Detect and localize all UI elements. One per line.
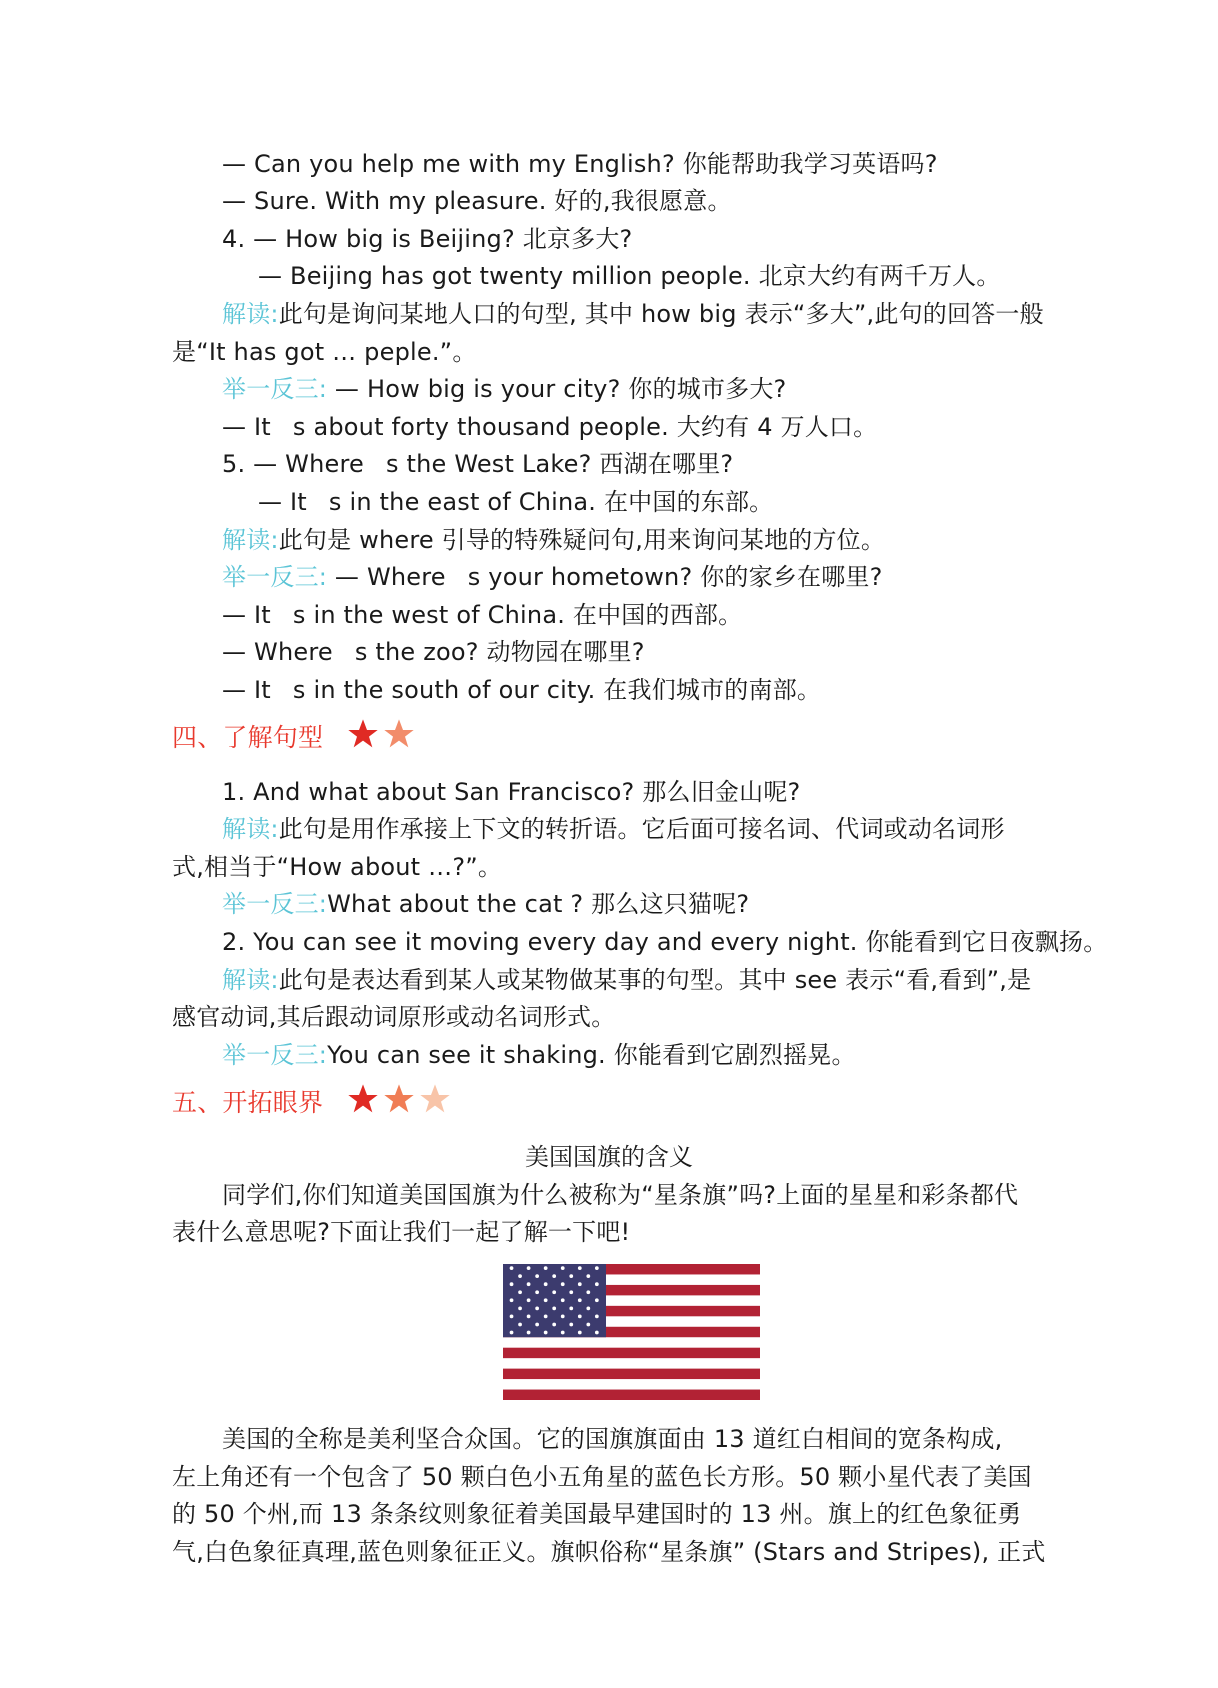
text-line: — Sure. With my pleasure. 好的,我很愿意。 xyxy=(222,187,732,215)
flag-star xyxy=(561,1282,565,1286)
flag-star xyxy=(561,1315,565,1319)
paragraph-line: 的 50 个州,而 13 条条纹则象征着美国最早建国时的 13 州。旗上的红色象征勇 xyxy=(172,1500,1022,1528)
section-heading: 五、开拓眼界 xyxy=(172,1088,324,1117)
flag-star xyxy=(527,1298,531,1302)
text-line: 1. And what about San Francisco? 那么旧金山呢? xyxy=(222,778,801,806)
text-line: — Beijing has got twenty million people. 北京大约有两千万人。 xyxy=(258,262,1001,290)
flag-star xyxy=(595,1331,599,1335)
flag-star xyxy=(544,1282,548,1286)
explanation-label: 解读: xyxy=(222,526,279,554)
article-title: 美国国旗的含义 xyxy=(525,1143,693,1171)
star-icon xyxy=(382,718,416,750)
flag-star xyxy=(510,1282,514,1286)
text-line: 感官动词,其后跟动词原形或动名词形式。 xyxy=(172,1003,616,1031)
flag-star xyxy=(569,1323,573,1327)
flag-star xyxy=(518,1306,522,1310)
flag-star xyxy=(535,1323,539,1327)
star-icon xyxy=(418,1083,452,1115)
example-label: 举一反三: xyxy=(222,563,328,591)
flag-star xyxy=(518,1323,522,1327)
text-line: — It s in the west of China. 在中国的西部。 xyxy=(222,601,743,629)
flag-star xyxy=(527,1315,531,1319)
example-line: 举一反三: — How big is your city? 你的城市多大? xyxy=(222,375,787,403)
flag-star xyxy=(527,1282,531,1286)
flag-star xyxy=(586,1323,590,1327)
flag-star xyxy=(552,1323,556,1327)
flag-stripe xyxy=(503,1348,760,1358)
text-line: — Where s the zoo? 动物园在哪里? xyxy=(222,638,645,666)
paragraph-line: 气,白色象征真理,蓝色则象征正义。旗帜俗称“星条旗” (Stars and Stripes), 正式 xyxy=(172,1538,1046,1566)
flag-star xyxy=(510,1331,514,1335)
flag-star xyxy=(595,1266,599,1270)
flag-star xyxy=(569,1274,573,1278)
flag-stripe xyxy=(503,1369,760,1379)
flag-star xyxy=(552,1290,556,1294)
flag-star xyxy=(552,1274,556,1278)
flag-star xyxy=(578,1315,582,1319)
example-line: 举一反三: — Where s your hometown? 你的家乡在哪里? xyxy=(222,563,883,591)
flag-star xyxy=(535,1290,539,1294)
example-label: 举一反三: xyxy=(222,375,328,403)
flag-star xyxy=(544,1298,548,1302)
text-line: 式,相当于“How about …?”。 xyxy=(172,853,503,881)
flag-star xyxy=(510,1315,514,1319)
flag-star xyxy=(595,1282,599,1286)
text-line: — It s about forty thousand people. 大约有 4 万人口。 xyxy=(222,413,878,441)
explanation-line: 解读:此句是 where 引导的特殊疑问句,用来询问某地的方位。 xyxy=(222,526,886,554)
paragraph-line: 同学们,你们知道美国国旗为什么被称为“星条旗”吗?上面的星星和彩条都代 xyxy=(222,1181,1019,1209)
flag-star xyxy=(586,1290,590,1294)
flag-star xyxy=(535,1306,539,1310)
example-label: 举一反三: xyxy=(222,1041,328,1069)
section-heading: 四、了解句型 xyxy=(172,723,324,752)
text-line: — It s in the south of our city. 在我们城市的南部。 xyxy=(222,676,822,704)
flag-star xyxy=(561,1266,565,1270)
flag-stripe xyxy=(503,1390,760,1400)
text-line: 是“It has got … peple.”。 xyxy=(172,338,477,366)
flag-star xyxy=(578,1331,582,1335)
flag-star xyxy=(561,1331,565,1335)
star-icon xyxy=(346,718,380,750)
explanation-label: 解读: xyxy=(222,815,279,843)
example-line: 举一反三:What about the cat ? 那么这只猫呢? xyxy=(222,890,750,918)
text-line: — Can you help me with my English? 你能帮助我学习英语吗? xyxy=(222,150,938,178)
flag-star xyxy=(561,1298,565,1302)
explanation-line: 解读:此句是表达看到某人或某物做某事的句型。其中 see 表示“看,看到”,是 xyxy=(222,966,1032,994)
flag-star xyxy=(569,1290,573,1294)
text-line: 2. You can see it moving every day and every night. 你能看到它日夜飘扬。 xyxy=(222,928,1108,956)
paragraph-line: 美国的全称是美利坚合众国。它的国旗旗面由 13 道红白相间的宽条构成, xyxy=(222,1425,1003,1453)
example-label: 举一反三: xyxy=(222,890,328,918)
flag-star xyxy=(527,1331,531,1335)
flag-star xyxy=(586,1306,590,1310)
flag-star xyxy=(586,1274,590,1278)
flag-star xyxy=(518,1290,522,1294)
flag-star xyxy=(578,1266,582,1270)
paragraph-line: 左上角还有一个包含了 50 颗白色小五角星的蓝色长方形。50 颗小星代表了美国 xyxy=(172,1463,1032,1491)
paragraph-line: 表什么意思呢?下面让我们一起了解一下吧! xyxy=(172,1218,631,1246)
flag-star xyxy=(595,1315,599,1319)
us-flag-image xyxy=(503,1264,760,1400)
text-line: 5. — Where s the West Lake? 西湖在哪里? xyxy=(222,450,734,478)
explanation-line: 解读:此句是询问某地人口的句型, 其中 how big 表示“多大”,此句的回答一般 xyxy=(222,300,1044,328)
flag-star xyxy=(578,1298,582,1302)
flag-star xyxy=(544,1331,548,1335)
flag-star xyxy=(510,1266,514,1270)
flag-star xyxy=(535,1274,539,1278)
flag-star xyxy=(595,1298,599,1302)
text-line: — It s in the east of China. 在中国的东部。 xyxy=(258,488,774,516)
flag-star xyxy=(544,1266,548,1270)
explanation-line: 解读:此句是用作承接上下文的转折语。它后面可接名词、代词或动名词形 xyxy=(222,815,1005,843)
flag-star xyxy=(578,1282,582,1286)
flag-star xyxy=(569,1306,573,1310)
explanation-label: 解读: xyxy=(222,300,279,328)
flag-star xyxy=(518,1274,522,1278)
difficulty-stars xyxy=(346,1083,452,1115)
star-icon xyxy=(346,1083,380,1115)
flag-star xyxy=(510,1298,514,1302)
example-line: 举一反三:You can see it shaking. 你能看到它剧烈摇晃。 xyxy=(222,1041,856,1069)
star-icon xyxy=(382,1083,416,1115)
explanation-label: 解读: xyxy=(222,966,279,994)
flag-star xyxy=(527,1266,531,1270)
flag-star xyxy=(544,1315,548,1319)
flag-star xyxy=(552,1306,556,1310)
text-line: 4. — How big is Beijing? 北京多大? xyxy=(222,225,633,253)
difficulty-stars xyxy=(346,718,416,750)
